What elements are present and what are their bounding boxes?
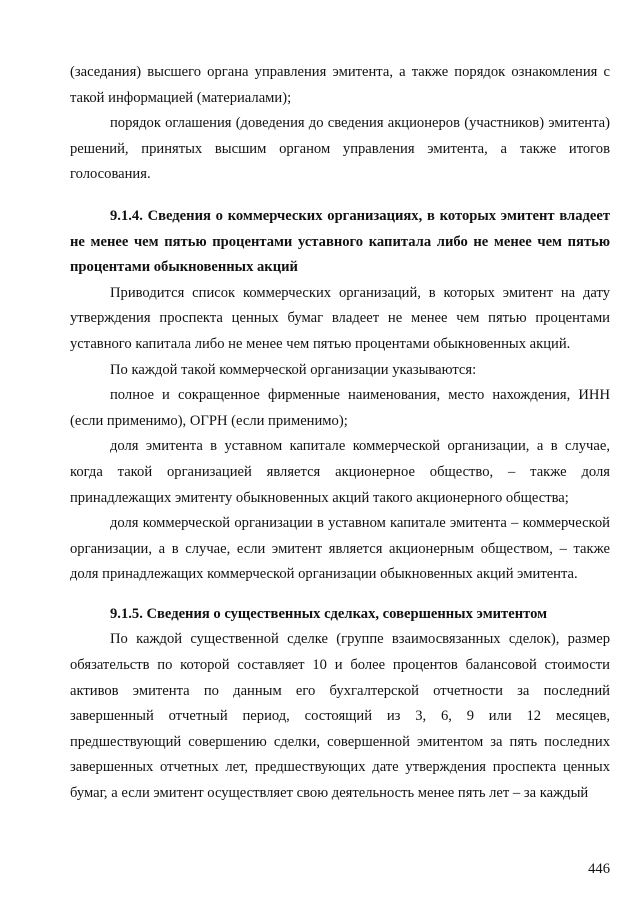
paragraph: По каждой существенной сделке (группе взаимосвязанных сделок), размер обязательств по которой составляет 10 и более процентов балансовой стоимости активов эмитента по данным его бухгалтерской отчетности за последний завершенный отчетный период, состоящий из 3, 6, 9 или 12 месяцев, предшествующий совершению сделки, совершенной эмитентом за пять последних завершенных отчетных лет, предшествующих дате утверждения проспекта ценных бумаг, а если эмитент осуществляет свою деятельность менее пять лет – за каждый	[70, 631, 610, 802]
paragraph: (заседания) высшего органа управления эмитента, а также порядок ознакомления с такой информацией (материалами);	[70, 64, 610, 106]
document-page	[70, 60, 610, 807]
paragraph: доля эмитента в уставном капитале коммерческой организации, а в случае, когда такой организацией является акционерное общество, – также доля принадлежащих эмитенту обыкновенных акций такого акционерного общества;	[70, 438, 610, 506]
paragraph: порядок оглашения (доведения до сведения акционеров (участников) эмитента) решений, принятых высшим органом управления эмитента, а также итогов голосования.	[70, 115, 610, 183]
paragraph: доля коммерческой организации в уставном капитале эмитента – коммерческой организации, а в случае, если эмитент является акционерным обществом, – также доля принадлежащих коммерческой организации обыкновенных акций эмитента.	[70, 515, 610, 583]
paragraph: Приводится список коммерческих организаций, в которых эмитент на дату утверждения проспекта ценных бумаг владеет не менее чем пятью процентами уставного капитала либо не менее чем пятью процентами обыкновенных акций.	[70, 284, 610, 352]
paragraph: полное и сокращенное фирменные наименования, место нахождения, ИНН (если применимо), ОГРН (если применимо);	[70, 387, 610, 429]
paragraph: По каждой такой коммерческой организации указываются:	[110, 361, 477, 378]
section-heading-9-1-4: 9.1.4. Сведения о коммерческих организациях, в которых эмитент владеет не менее чем пятью процентами уставного капитала либо не менее чем пятью процентами обыкновенных акций	[70, 207, 610, 276]
page-number: 446	[588, 861, 610, 877]
section-heading-9-1-5: 9.1.5. Сведения о существенных сделках, совершенных эмитентом	[110, 605, 548, 622]
